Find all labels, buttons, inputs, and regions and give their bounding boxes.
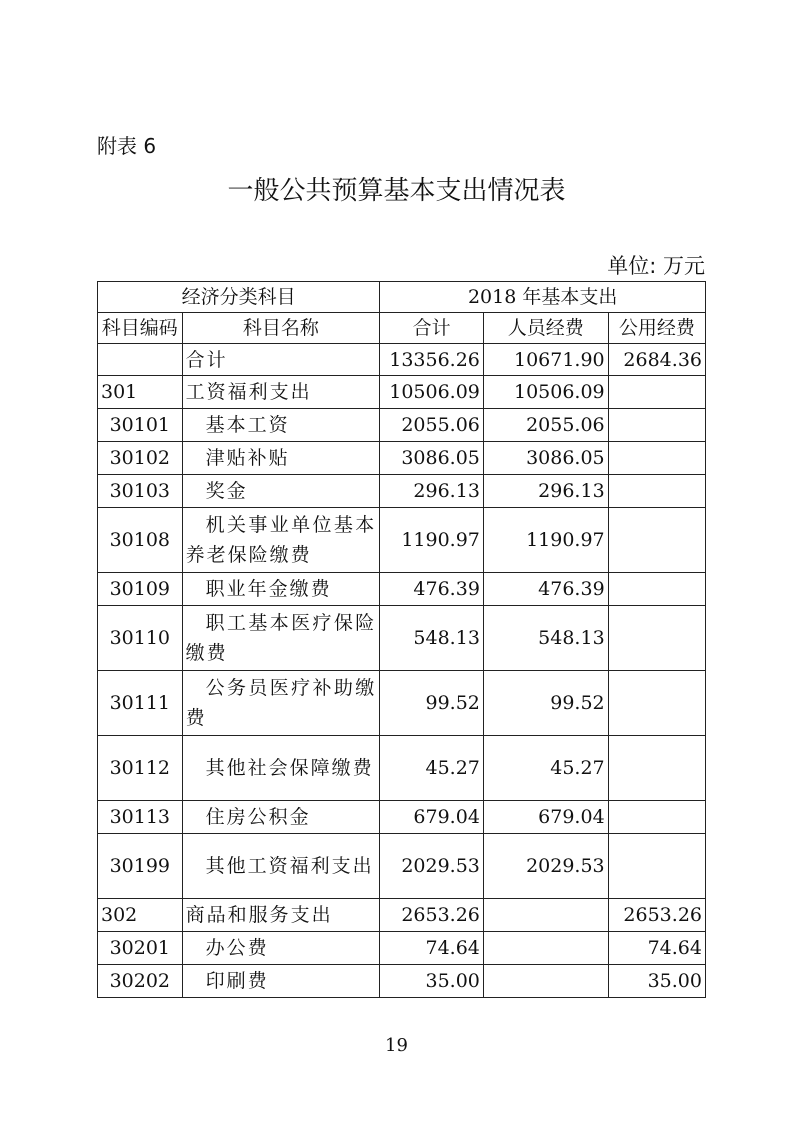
row-public: 74.64 xyxy=(608,932,705,965)
row-total: 45.27 xyxy=(380,736,484,801)
row-total: 1190.97 xyxy=(380,508,484,573)
row-public xyxy=(608,801,705,834)
row-name: 其他工资福利支出 xyxy=(182,834,380,899)
row-staff xyxy=(483,932,608,965)
row-staff: 548.13 xyxy=(483,606,608,671)
budget-table xyxy=(97,281,706,998)
table-row xyxy=(98,376,706,409)
col-header-staff: 人员经费 xyxy=(483,313,608,344)
row-total: 99.52 xyxy=(380,671,484,736)
row-name: 印刷费 xyxy=(182,965,380,998)
row-name: 职业年金缴费 xyxy=(182,573,380,606)
col-header-public: 公用经费 xyxy=(608,313,705,344)
table-row xyxy=(98,409,706,442)
row-staff: 1190.97 xyxy=(483,508,608,573)
row-name: 商品和服务支出 xyxy=(182,899,380,932)
row-code xyxy=(98,344,183,376)
table-row xyxy=(98,736,706,801)
row-code: 30108 xyxy=(98,508,183,573)
row-code: 30101 xyxy=(98,409,183,442)
group-header-row xyxy=(98,282,706,313)
row-code: 30199 xyxy=(98,834,183,899)
row-public xyxy=(608,409,705,442)
row-public: 35.00 xyxy=(608,965,705,998)
row-code: 301 xyxy=(98,376,183,409)
row-name: 职工基本医疗保险缴费 xyxy=(182,606,380,671)
row-code: 302 xyxy=(98,899,183,932)
row-staff: 476.39 xyxy=(483,573,608,606)
row-code: 30110 xyxy=(98,606,183,671)
row-public: 2684.36 xyxy=(608,344,705,376)
row-total: 2029.53 xyxy=(380,834,484,899)
row-total: 2653.26 xyxy=(380,899,484,932)
row-staff: 99.52 xyxy=(483,671,608,736)
row-staff: 296.13 xyxy=(483,475,608,508)
row-name: 机关事业单位基本养老保险缴费 xyxy=(182,508,380,573)
row-code: 30102 xyxy=(98,442,183,475)
table-row xyxy=(98,965,706,998)
row-total: 10506.09 xyxy=(380,376,484,409)
row-total: 13356.26 xyxy=(380,344,484,376)
row-total: 3086.05 xyxy=(380,442,484,475)
row-code: 30109 xyxy=(98,573,183,606)
col-header-total: 合计 xyxy=(380,313,484,344)
table-row xyxy=(98,573,706,606)
table-row xyxy=(98,475,706,508)
row-code: 30113 xyxy=(98,801,183,834)
table-row xyxy=(98,442,706,475)
table-row xyxy=(98,508,706,573)
table-row xyxy=(98,671,706,736)
row-total: 548.13 xyxy=(380,606,484,671)
column-header-row xyxy=(98,313,706,344)
row-total: 35.00 xyxy=(380,965,484,998)
row-public xyxy=(608,508,705,573)
row-name: 办公费 xyxy=(182,932,380,965)
row-name: 其他社会保障缴费 xyxy=(182,736,380,801)
table-row xyxy=(98,899,706,932)
row-staff: 10506.09 xyxy=(483,376,608,409)
row-staff xyxy=(483,965,608,998)
row-staff xyxy=(483,899,608,932)
row-staff: 10671.90 xyxy=(483,344,608,376)
row-name: 住房公积金 xyxy=(182,801,380,834)
row-public xyxy=(608,376,705,409)
row-public xyxy=(608,442,705,475)
col-header-code: 科目编码 xyxy=(98,313,183,344)
row-code: 30112 xyxy=(98,736,183,801)
table-row xyxy=(98,344,706,376)
row-staff: 3086.05 xyxy=(483,442,608,475)
row-public xyxy=(608,736,705,801)
row-name: 奖金 xyxy=(182,475,380,508)
group-header-year: 2018 年基本支出 xyxy=(380,282,706,313)
row-name: 公务员医疗补助缴费 xyxy=(182,671,380,736)
unit-label: 单位: 万元 xyxy=(607,254,705,278)
row-total: 74.64 xyxy=(380,932,484,965)
page-title: 一般公共预算基本支出情况表 xyxy=(227,176,566,206)
row-total: 296.13 xyxy=(380,475,484,508)
row-code: 30201 xyxy=(98,932,183,965)
col-header-name: 科目名称 xyxy=(182,313,380,344)
row-staff: 2029.53 xyxy=(483,834,608,899)
row-public xyxy=(608,834,705,899)
row-code: 30202 xyxy=(98,965,183,998)
row-total: 2055.06 xyxy=(380,409,484,442)
row-name: 合计 xyxy=(182,344,380,376)
row-public xyxy=(608,573,705,606)
row-total: 476.39 xyxy=(380,573,484,606)
row-code: 30103 xyxy=(98,475,183,508)
row-public xyxy=(608,606,705,671)
table-row xyxy=(98,801,706,834)
row-public xyxy=(608,671,705,736)
appendix-label: 附表 6 xyxy=(97,134,157,158)
row-name: 津贴补贴 xyxy=(182,442,380,475)
row-name: 工资福利支出 xyxy=(182,376,380,409)
row-staff: 45.27 xyxy=(483,736,608,801)
row-staff: 2055.06 xyxy=(483,409,608,442)
row-public: 2653.26 xyxy=(608,899,705,932)
row-code: 30111 xyxy=(98,671,183,736)
table-row xyxy=(98,932,706,965)
row-public xyxy=(608,475,705,508)
row-name: 基本工资 xyxy=(182,409,380,442)
row-staff: 679.04 xyxy=(483,801,608,834)
group-header-economic: 经济分类科目 xyxy=(98,282,380,313)
table-row xyxy=(98,834,706,899)
table-row xyxy=(98,606,706,671)
row-total: 679.04 xyxy=(380,801,484,834)
page-number: 19 xyxy=(385,1035,408,1056)
